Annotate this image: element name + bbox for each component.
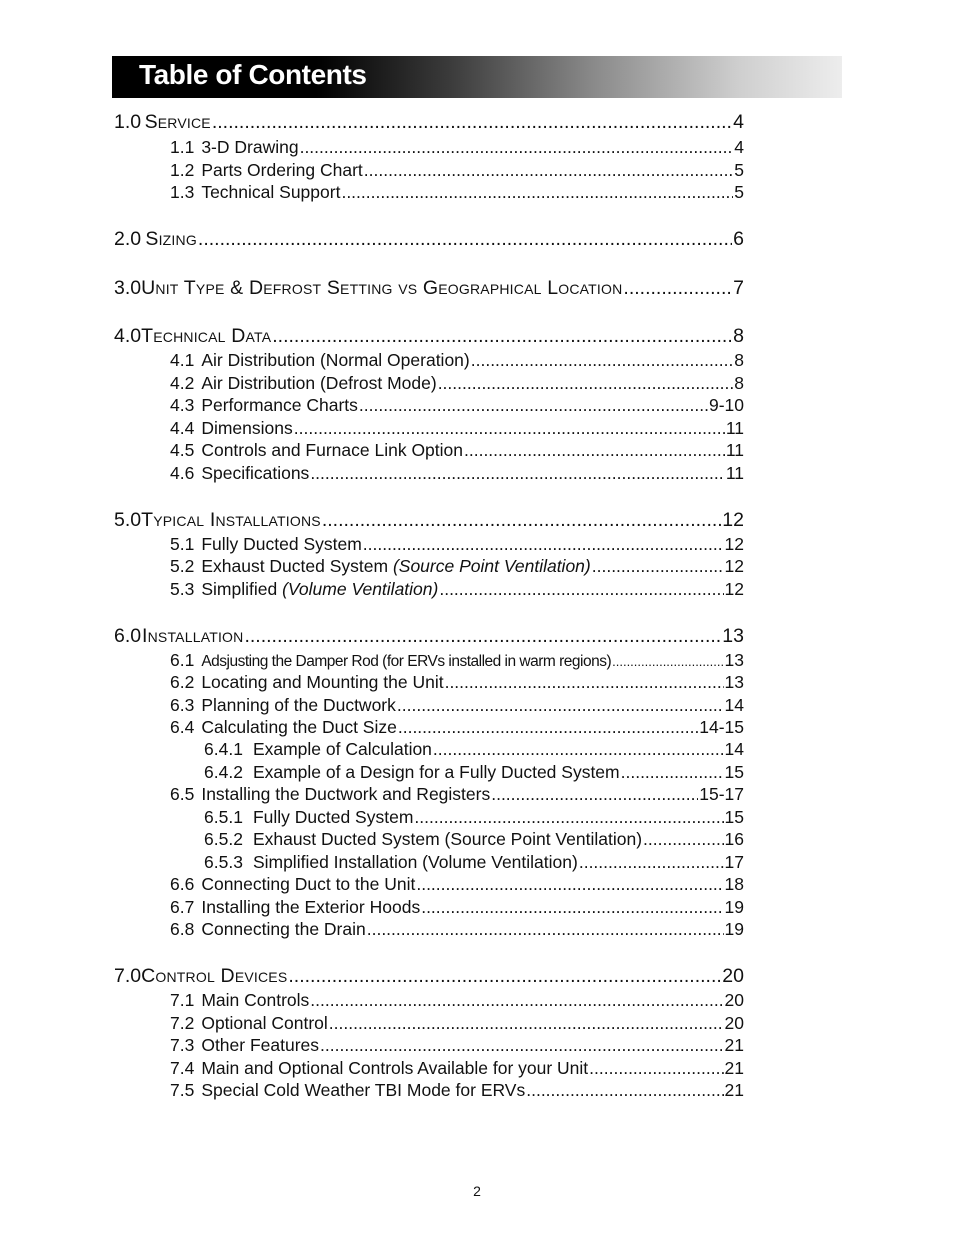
toc-subsection[interactable] — [170, 556, 744, 577]
toc-dot-leader — [414, 807, 723, 828]
toc-entry-title: Installing the Ductwork and Registers — [201, 784, 491, 804]
toc-entry-title: Calculating the Duct Size — [201, 717, 397, 737]
toc-dot-leader — [300, 137, 734, 158]
toc-dot-leader — [438, 373, 734, 394]
toc-entry-title: Service — [144, 111, 211, 133]
toc-entry-number: 5.2 — [170, 556, 195, 576]
toc-entry-title: Optional Control — [201, 1013, 328, 1033]
toc-subsection[interactable] — [170, 579, 744, 600]
toc-page-number: 8 — [734, 373, 744, 393]
toc-dot-leader — [421, 897, 723, 918]
toc-subsection[interactable] — [170, 672, 744, 693]
toc-subsection[interactable] — [170, 418, 744, 439]
toc-page-number: 6 — [733, 228, 744, 250]
toc-entry-title: Example of a Design for a Fully Ducted System — [252, 762, 620, 782]
toc-dot-leader — [621, 762, 724, 783]
toc-entry-title: Exhaust Ducted System — [201, 556, 393, 576]
toc-entry-number: 6.4.2 — [204, 762, 243, 782]
toc-page-number: 13 — [724, 650, 744, 670]
toc-page-number: 12 — [724, 556, 744, 576]
toc-dot-leader — [320, 1035, 724, 1056]
toc-entry-title: Technical Support — [201, 182, 341, 202]
toc-entry-title: Installing the Exterior Hoods — [201, 897, 421, 917]
toc-entry-number: 6.5.2 — [204, 829, 243, 849]
toc-dot-leader — [464, 440, 725, 461]
toc-entry-title: Unit Type & Defrost Setting vs Geographical Location — [141, 277, 623, 299]
toc-subsection[interactable] — [170, 1035, 744, 1056]
toc-entry-number: 5.1 — [170, 534, 195, 554]
toc-subsection[interactable] — [170, 1080, 744, 1101]
toc-entry-number: 7.0 — [114, 965, 142, 987]
toc-entry-number: 7.1 — [170, 990, 195, 1010]
toc-entry-title: Locating and Mounting the Unit — [201, 672, 444, 692]
toc-subsection[interactable] — [170, 160, 744, 181]
toc-section[interactable] — [114, 228, 744, 251]
toc-entry-title: Main Controls — [201, 990, 310, 1010]
toc-dot-leader — [322, 509, 721, 532]
toc-entry-number: 4.3 — [170, 395, 195, 415]
toc-entry-title: Exhaust Ducted System (Source Point Ventilation) — [252, 829, 643, 849]
toc-entry-title: Sizing — [145, 228, 197, 250]
toc-entry-number: 6.6 — [170, 874, 195, 894]
toc-dot-leader — [288, 965, 721, 988]
toc-subsection[interactable] — [170, 717, 744, 738]
toc-entry-number: 7.4 — [170, 1058, 195, 1078]
toc-entry-number: 6.1 — [170, 650, 195, 670]
toc-subsection[interactable] — [170, 350, 744, 371]
toc-entry-title: Adsjusting the Damper Rod (for ERVs installed in warm regions) — [201, 653, 612, 670]
toc-page-number: 12 — [724, 534, 744, 554]
toc-page-number: 12 — [722, 509, 744, 531]
toc-dot-leader — [592, 556, 724, 577]
toc-entry-number: 6.5.3 — [204, 852, 243, 872]
toc-entry-number: 4.5 — [170, 440, 195, 460]
toc-page-number: 16 — [724, 829, 744, 849]
toc-dot-leader — [433, 739, 724, 760]
toc-page-number: 18 — [724, 874, 744, 894]
toc-section[interactable] — [114, 325, 744, 348]
toc-entry-title: Connecting Duct to the Unit — [201, 874, 416, 894]
toc-page-number: 8 — [733, 325, 744, 347]
toc-dot-leader — [623, 277, 732, 300]
toc-entry-title: Parts Ordering Chart — [201, 160, 363, 180]
toc-entry-title: Air Distribution (Defrost Mode) — [201, 373, 437, 393]
toc-entry-title: Dimensions — [201, 418, 293, 438]
toc-dot-leader — [589, 1058, 723, 1079]
page-number: 2 — [473, 1183, 481, 1199]
toc-subsection[interactable] — [170, 1013, 744, 1034]
toc-entry-title: Connecting the Drain — [201, 919, 366, 939]
toc-entry-title-italic: (Volume Ventilation) — [282, 579, 439, 599]
toc-entry-number: 5.0 — [114, 509, 142, 531]
toc-subsubsection[interactable] — [204, 829, 744, 850]
toc-entry-number: 7.5 — [170, 1080, 195, 1100]
toc-dot-leader — [367, 919, 724, 940]
toc-entry-number: 5.3 — [170, 579, 195, 599]
toc-entry-number: 6.3 — [170, 695, 195, 715]
toc-dot-leader — [329, 1013, 724, 1034]
toc-dot-leader — [341, 182, 733, 203]
toc-section[interactable] — [114, 277, 744, 300]
toc-dot-leader — [359, 395, 708, 416]
toc-subsection[interactable] — [170, 695, 744, 716]
toc-page-number: 9-10 — [708, 395, 744, 415]
toc-dot-leader — [579, 852, 724, 873]
toc-page-number: 21 — [724, 1080, 744, 1100]
toc-page-number: 14-15 — [699, 717, 744, 737]
toc-page-number: 4 — [734, 137, 744, 157]
toc-dot-leader — [310, 990, 723, 1011]
toc-subsection[interactable] — [170, 463, 744, 484]
toc-page-number: 5 — [734, 160, 744, 180]
toc-subsubsection[interactable] — [204, 852, 744, 873]
toc-entry-title-italic: (Source Point Ventilation) — [392, 556, 591, 576]
toc-dot-leader — [398, 717, 698, 738]
toc-subsubsection[interactable] — [204, 762, 744, 783]
toc-section[interactable] — [114, 509, 744, 532]
toc-dot-leader — [272, 325, 732, 348]
toc-page-number: 13 — [724, 672, 744, 692]
toc-dot-leader — [416, 874, 723, 895]
toc-entry-title: Specifications — [201, 463, 310, 483]
toc-subsection[interactable] — [170, 650, 744, 671]
toc-page-number: 15 — [724, 762, 744, 782]
toc-dot-leader — [471, 350, 734, 371]
toc-page-number: 15 — [724, 807, 744, 827]
toc-page-number: 11 — [725, 440, 744, 460]
toc-entry-title: Installation — [142, 625, 244, 647]
toc-dot-leader — [526, 1080, 723, 1101]
toc-entry-number: 6.2 — [170, 672, 195, 692]
toc-page-number: 21 — [724, 1058, 744, 1078]
toc-page-number: 7 — [733, 277, 744, 299]
toc-entry-title: Other Features — [201, 1035, 320, 1055]
toc-entry-number: 6.4.1 — [204, 739, 243, 759]
toc-entry-title: Typical Installations — [141, 509, 321, 531]
toc-page-number: 21 — [724, 1035, 744, 1055]
toc-subsection[interactable] — [170, 874, 744, 895]
toc-entry-number: 1.3 — [170, 182, 195, 202]
toc-dot-leader — [612, 654, 723, 669]
toc-subsection[interactable] — [170, 440, 744, 461]
toc-page-number: 15-17 — [699, 784, 744, 804]
toc-dot-leader — [643, 829, 724, 850]
toc-section[interactable] — [114, 111, 744, 134]
toc-page-number: 14 — [724, 695, 744, 715]
toc-entry-title: Special Cold Weather TBI Mode for ERVs — [201, 1080, 526, 1100]
toc-subsection[interactable] — [170, 990, 744, 1011]
toc-dot-leader — [244, 625, 721, 648]
toc-subsubsection[interactable] — [204, 807, 744, 828]
toc-entry-number: 4.0 — [114, 325, 142, 347]
toc-section[interactable] — [114, 625, 744, 648]
toc-entry-title: Technical Data — [141, 325, 272, 347]
toc-entry-number: 7.2 — [170, 1013, 195, 1033]
toc-entry-title: Example of Calculation — [252, 739, 432, 759]
toc-entry-number: 6.4 — [170, 717, 195, 737]
toc-subsection[interactable] — [170, 534, 744, 555]
toc-dot-leader — [294, 418, 725, 439]
toc-entry-number: 3.0 — [114, 277, 142, 299]
toc-section[interactable] — [114, 965, 744, 988]
page-title: Table of Contents — [139, 59, 367, 90]
toc-entry-number: 6.0 — [114, 625, 142, 647]
toc-entry-title: Simplified Installation (Volume Ventilation) — [252, 852, 578, 872]
toc-page-number: 13 — [722, 625, 744, 647]
toc-entry-title: Simplified — [201, 579, 283, 599]
toc-page-number: 20 — [724, 1013, 744, 1033]
toc-dot-leader — [212, 111, 732, 134]
toc-subsection[interactable] — [170, 137, 744, 158]
toc-page-number: 11 — [725, 463, 744, 483]
toc-page-number: 5 — [734, 182, 744, 202]
toc-entry-title: Control Devices — [141, 965, 288, 987]
toc-entry-title: 3-D Drawing — [201, 137, 299, 157]
toc-entry-number: 1.2 — [170, 160, 195, 180]
toc-entry-title: Air Distribution (Normal Operation) — [201, 350, 470, 370]
toc-entry-number: 1.0 — [114, 111, 142, 133]
toc-entry-number: 4.6 — [170, 463, 195, 483]
toc-entry-number: 6.5.1 — [204, 807, 243, 827]
toc-page-number: 14 — [724, 739, 744, 759]
toc-subsection[interactable] — [170, 395, 744, 416]
toc-dot-leader — [491, 784, 698, 805]
toc-entry-number: 6.7 — [170, 897, 195, 917]
toc-dot-leader — [439, 579, 723, 600]
toc-entry-number: 6.5 — [170, 784, 195, 804]
toc-subsection[interactable] — [170, 373, 744, 394]
toc-subsection[interactable] — [170, 1058, 744, 1079]
toc-dot-leader — [445, 672, 724, 693]
toc-entry-number: 2.0 — [114, 228, 142, 250]
toc-entry-title: Fully Ducted System — [201, 534, 362, 554]
toc-page-number: 11 — [725, 418, 744, 438]
toc-entry-title: Fully Ducted System — [252, 807, 414, 827]
toc-dot-leader — [363, 534, 724, 555]
toc-subsubsection[interactable] — [204, 739, 744, 760]
toc-subsection[interactable] — [170, 919, 744, 940]
toc-entry-title: Planning of the Ductwork — [201, 695, 396, 715]
toc-page-number: 8 — [734, 350, 744, 370]
toc-page-number: 17 — [724, 852, 744, 872]
toc-page-number: 20 — [722, 965, 744, 987]
toc-page-number: 12 — [724, 579, 744, 599]
toc-entry-number: 1.1 — [170, 137, 195, 157]
toc-entry-title: Main and Optional Controls Available for your Unit — [201, 1058, 589, 1078]
toc-entry-number: 4.4 — [170, 418, 195, 438]
toc-entry-number: 4.2 — [170, 373, 195, 393]
toc-page-number: 19 — [724, 897, 744, 917]
toc-page-number: 20 — [724, 990, 744, 1010]
toc-subsection[interactable] — [170, 182, 744, 203]
toc-entry-number: 4.1 — [170, 350, 195, 370]
toc-subsection[interactable] — [170, 897, 744, 918]
toc-subsection[interactable] — [170, 784, 744, 805]
toc-page-number: 4 — [733, 111, 744, 133]
toc-entry-number: 6.8 — [170, 919, 195, 939]
toc-dot-leader — [364, 160, 733, 181]
toc-entry-number: 7.3 — [170, 1035, 195, 1055]
toc-dot-leader — [397, 695, 724, 716]
toc-page-number: 19 — [724, 919, 744, 939]
toc-dot-leader — [310, 463, 725, 484]
toc-entry-title: Performance Charts — [201, 395, 358, 415]
toc-dot-leader — [198, 228, 732, 251]
toc-entry-title: Controls and Furnace Link Option — [201, 440, 463, 460]
